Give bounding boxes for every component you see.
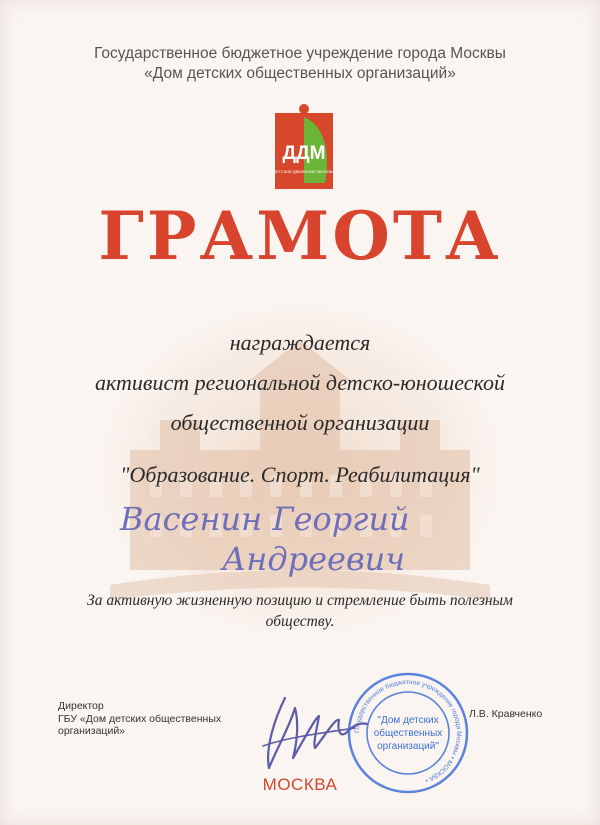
reason-line-1: За активную жизненную позицию и стремление быть полезным bbox=[87, 592, 513, 609]
signatory-title-line-3: организаций» bbox=[58, 725, 126, 737]
stamp-center-line-3: организаций" bbox=[377, 741, 439, 752]
stamp-center-line-1: "Дом детских bbox=[377, 715, 439, 726]
header-line-2: «Дом детских общественных организаций» bbox=[144, 65, 456, 82]
header-line-1: Государственное бюджетное учреждение города Москвы bbox=[94, 45, 506, 62]
award-line-4: "Образование. Спорт. Реабилитация" bbox=[120, 462, 480, 487]
signatory-title-line-2: ГБУ «Дом детских общественных bbox=[58, 712, 222, 725]
ddm-logo-icon bbox=[273, 103, 335, 191]
signatory-name: Л.В. Кравченко bbox=[469, 708, 543, 720]
reason-line-2: обществу. bbox=[265, 613, 335, 630]
city-label: МОСКВА bbox=[262, 775, 338, 794]
certificate-title: ГРАМОТА bbox=[98, 197, 502, 275]
signatory-title-line-1: Директор bbox=[58, 700, 104, 712]
stamp-ring-text: Государственное бюджетное учреждение города Москвы • МОСКВА • bbox=[353, 678, 463, 784]
stamp-center-line-2: общественных bbox=[373, 728, 443, 739]
recipient-name-line-1: Васенин Георгий bbox=[120, 500, 410, 538]
award-line-2: активист региональной детско-юношеской bbox=[95, 370, 505, 395]
signatory-title bbox=[58, 700, 221, 738]
award-line-1: награждается bbox=[229, 330, 371, 355]
logo-text: ДДМ bbox=[282, 143, 326, 164]
award-line-3: общественной организации bbox=[170, 410, 430, 435]
logo-subtext: ДЕТСКОЕ ДВИЖЕНИЕ МОСКВЫ bbox=[273, 169, 335, 174]
recipient-name-line-2: Андреевич bbox=[222, 540, 406, 578]
organization-header bbox=[0, 44, 600, 84]
